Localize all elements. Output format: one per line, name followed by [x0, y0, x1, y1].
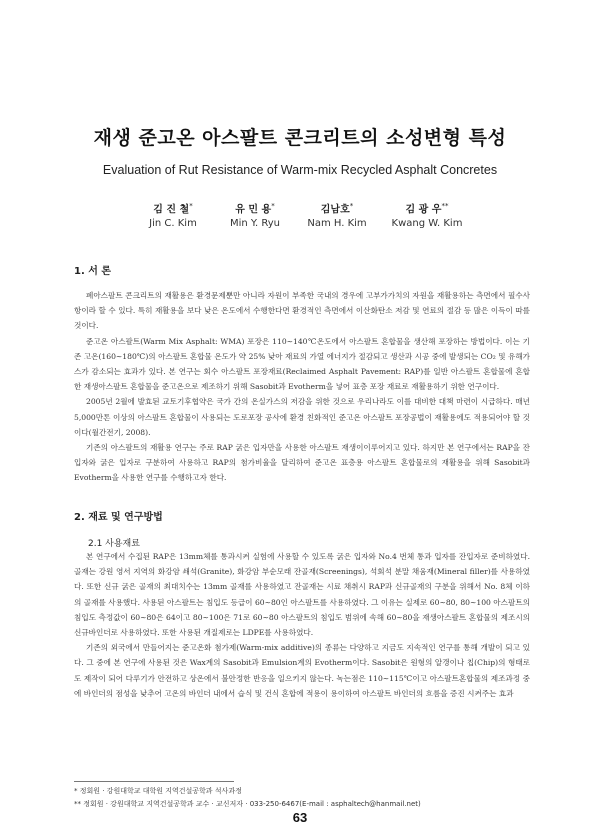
paragraph: 기존의 아스팔트의 재활용 연구는 주로 RAP 굵은 입자만을 사용한 아스팔트 재생이이루어지고 있다. 하지만 본 연구에서는 RAP을 잔 입자와 굵은 입자로 구분하여 사용하고 RAP의 첨가비율을 달리하여 준고온 표층용 아스팔트 혼합물로의 재활용을 위해 Sasobit과 Evotherm을 사용한 연구를 수행하고자 한다. [74, 443, 530, 483]
author-mark: * [189, 202, 193, 210]
paragraph: 기존의 외국에서 만들어지는 준고온화 첨가제(Warm-mix additive)의 종류는 다양하고 지금도 지속적인 연구를 통해 개발이 되고 있다. 그 중에 본 연구에 사용된 것은 Wax계의 Sasobit과 Emulsion계의 Evotherm이다. Sasobit은 원형의 알갱이나 칩(Chip)의 형태로도 제작이 되어 다루기가 안전하고 상온에서 불안정한 반응을 일으키지 않는다. 녹는점은 110∼115℃이고 아스팔트혼합물의 제조과정 중에 바인더의 점성을 낮추어 고온의 바인더 내에서 습식 및 건식 혼합에 적용이 용이하여 아스팔트 바인더의 흐름을 증진 시켜주는 효과 [74, 643, 531, 698]
paragraph: 본 연구에서 수집된 RAP은 13mm체를 통과시켜 실험에 사용할 수 있도록 굵은 입자와 No.4 번체 통과 입자를 잔입자로 준비하였다. 골재는 강원 영서 지역의 화강암 쇄석(Granite), 화강암 부순모래 잔골재(Screenings), 석회석 분말 채움재(Mineral filler)를 사용하였다. 또한 신규 굵은 골재의 최대치수는 13mm 골재를 사용하였고 잔골재는 시료 채취시 RAP과 신규골재의 구분을 위해서 No. 8체 이하의 골재를 사용했다. 사용된 아스팔트는 침입도 등급이 60∼80인 아스팔트를 사용하였다. 그 이유는 실제로 60∼80, 80∼100 아스팔트의 침입도 측정값이 60∼80은 64이고 80∼100은 71로 60∼80 아스팔트의 침입도 범위에 속해 60∼80을 재생아스팔트 혼합물의 제조시의 신규바인더로 사용하였다. 또한 사용된 개질제로는 LDPE를 사용하였다. [74, 552, 530, 638]
author-mark: ** [441, 202, 449, 210]
author-mark: * [349, 202, 354, 210]
materials-body [74, 549, 530, 701]
paper-subtitle: Evaluation of Rut Resistance of Warm-mix Recycled Asphalt Concretes [102, 163, 498, 177]
author-name-ko: 김남호 [320, 204, 350, 216]
author-name-en: Nam H. Kim [307, 218, 367, 229]
section-heading-introduction: 1. 서 론 [74, 266, 112, 277]
subsection-heading-materials: 2.1 사용재료 [88, 539, 140, 549]
paragraph: 폐아스팔트 콘크리트의 재활용은 환경문제뿐만 아니라 자원이 부족한 국내의 경우에 고부가가치의 자원을 재활용하는 측면에서 필수사항이라 할 수 있다. 특히 재활용을 보다 낮은 온도에서 수행한다면 환경적인 측면에서 이산화탄소 저감 및 연료의 절감 등 많은 이득이 따를 것이다. [74, 291, 530, 331]
author-name-en: Jin C. Kim [149, 218, 197, 229]
author-name-ko: 김 진 철 [153, 204, 190, 216]
paper-title: 재생 준고온 아스팔트 콘크리트의 소성변형 특성 [93, 127, 507, 149]
author-mark: * [271, 202, 275, 210]
author [372, 198, 482, 232]
footnote: ** 정회원 · 강원대학교 지역건설공학과 교수 · 교신저자 · 033-250-6467(E-mail : asphaltech@hanmail.net) [74, 800, 421, 808]
footnote: * 정회원 · 강원대학교 대학원 지역건설공학과 석사과정 [74, 787, 242, 795]
introduction-body [74, 288, 530, 486]
page-number: 63 [292, 810, 308, 825]
author-name-ko: 김 광 우 [405, 204, 442, 216]
paragraph: 준고온 아스팔트(Warm Mix Asphalt: WMA) 포장은 110∼140℃온도에서 아스팔트 혼합물을 생산해 포장하는 방법이다. 이는 기존 고온(160∼180℃)의 아스팔트 혼합물 온도가 약 25% 낮아 재료의 가열 에너지가 절감되고 생산과 시공 중에 발생되는 CO₂ 및 유해가스가 감소되는 효과가 있다. 본 연구는 회수 아스팔트 포장재료(Reclaimed Asphalt Pavement: RAP)를 일반 아스팔트 혼합물에 혼합한 재생아스팔트 혼합물을 준고온으로 제조하기 위해 Sasobit과 Evotherm을 넣어 표층 포장 재료로 재활용하기 위한 연구이다. [74, 336, 530, 392]
footnote-divider [74, 781, 234, 782]
section-heading-materials: 2. 재료 및 연구방법 [74, 512, 163, 523]
author-name-ko: 유 민 용 [235, 204, 272, 216]
paragraph: 2005년 2월에 발효된 교토기후협약은 국가 간의 온실가스의 저감을 위한 것으로 우리나라도 이를 대비한 대책 마련이 시급하다. 매년 5,000만톤 이상의 아스팔트 혼합물이 사용되는 도로포장 공사에 환경 친화적인 준고온 아스팔트 포장공법이 재활용에도 적용되어야 할 것이다(월간전기, 2008). [74, 397, 530, 437]
author-name-en: Min Y. Ryu [229, 218, 281, 229]
author-name-en: Kwang W. Kim [391, 218, 463, 229]
